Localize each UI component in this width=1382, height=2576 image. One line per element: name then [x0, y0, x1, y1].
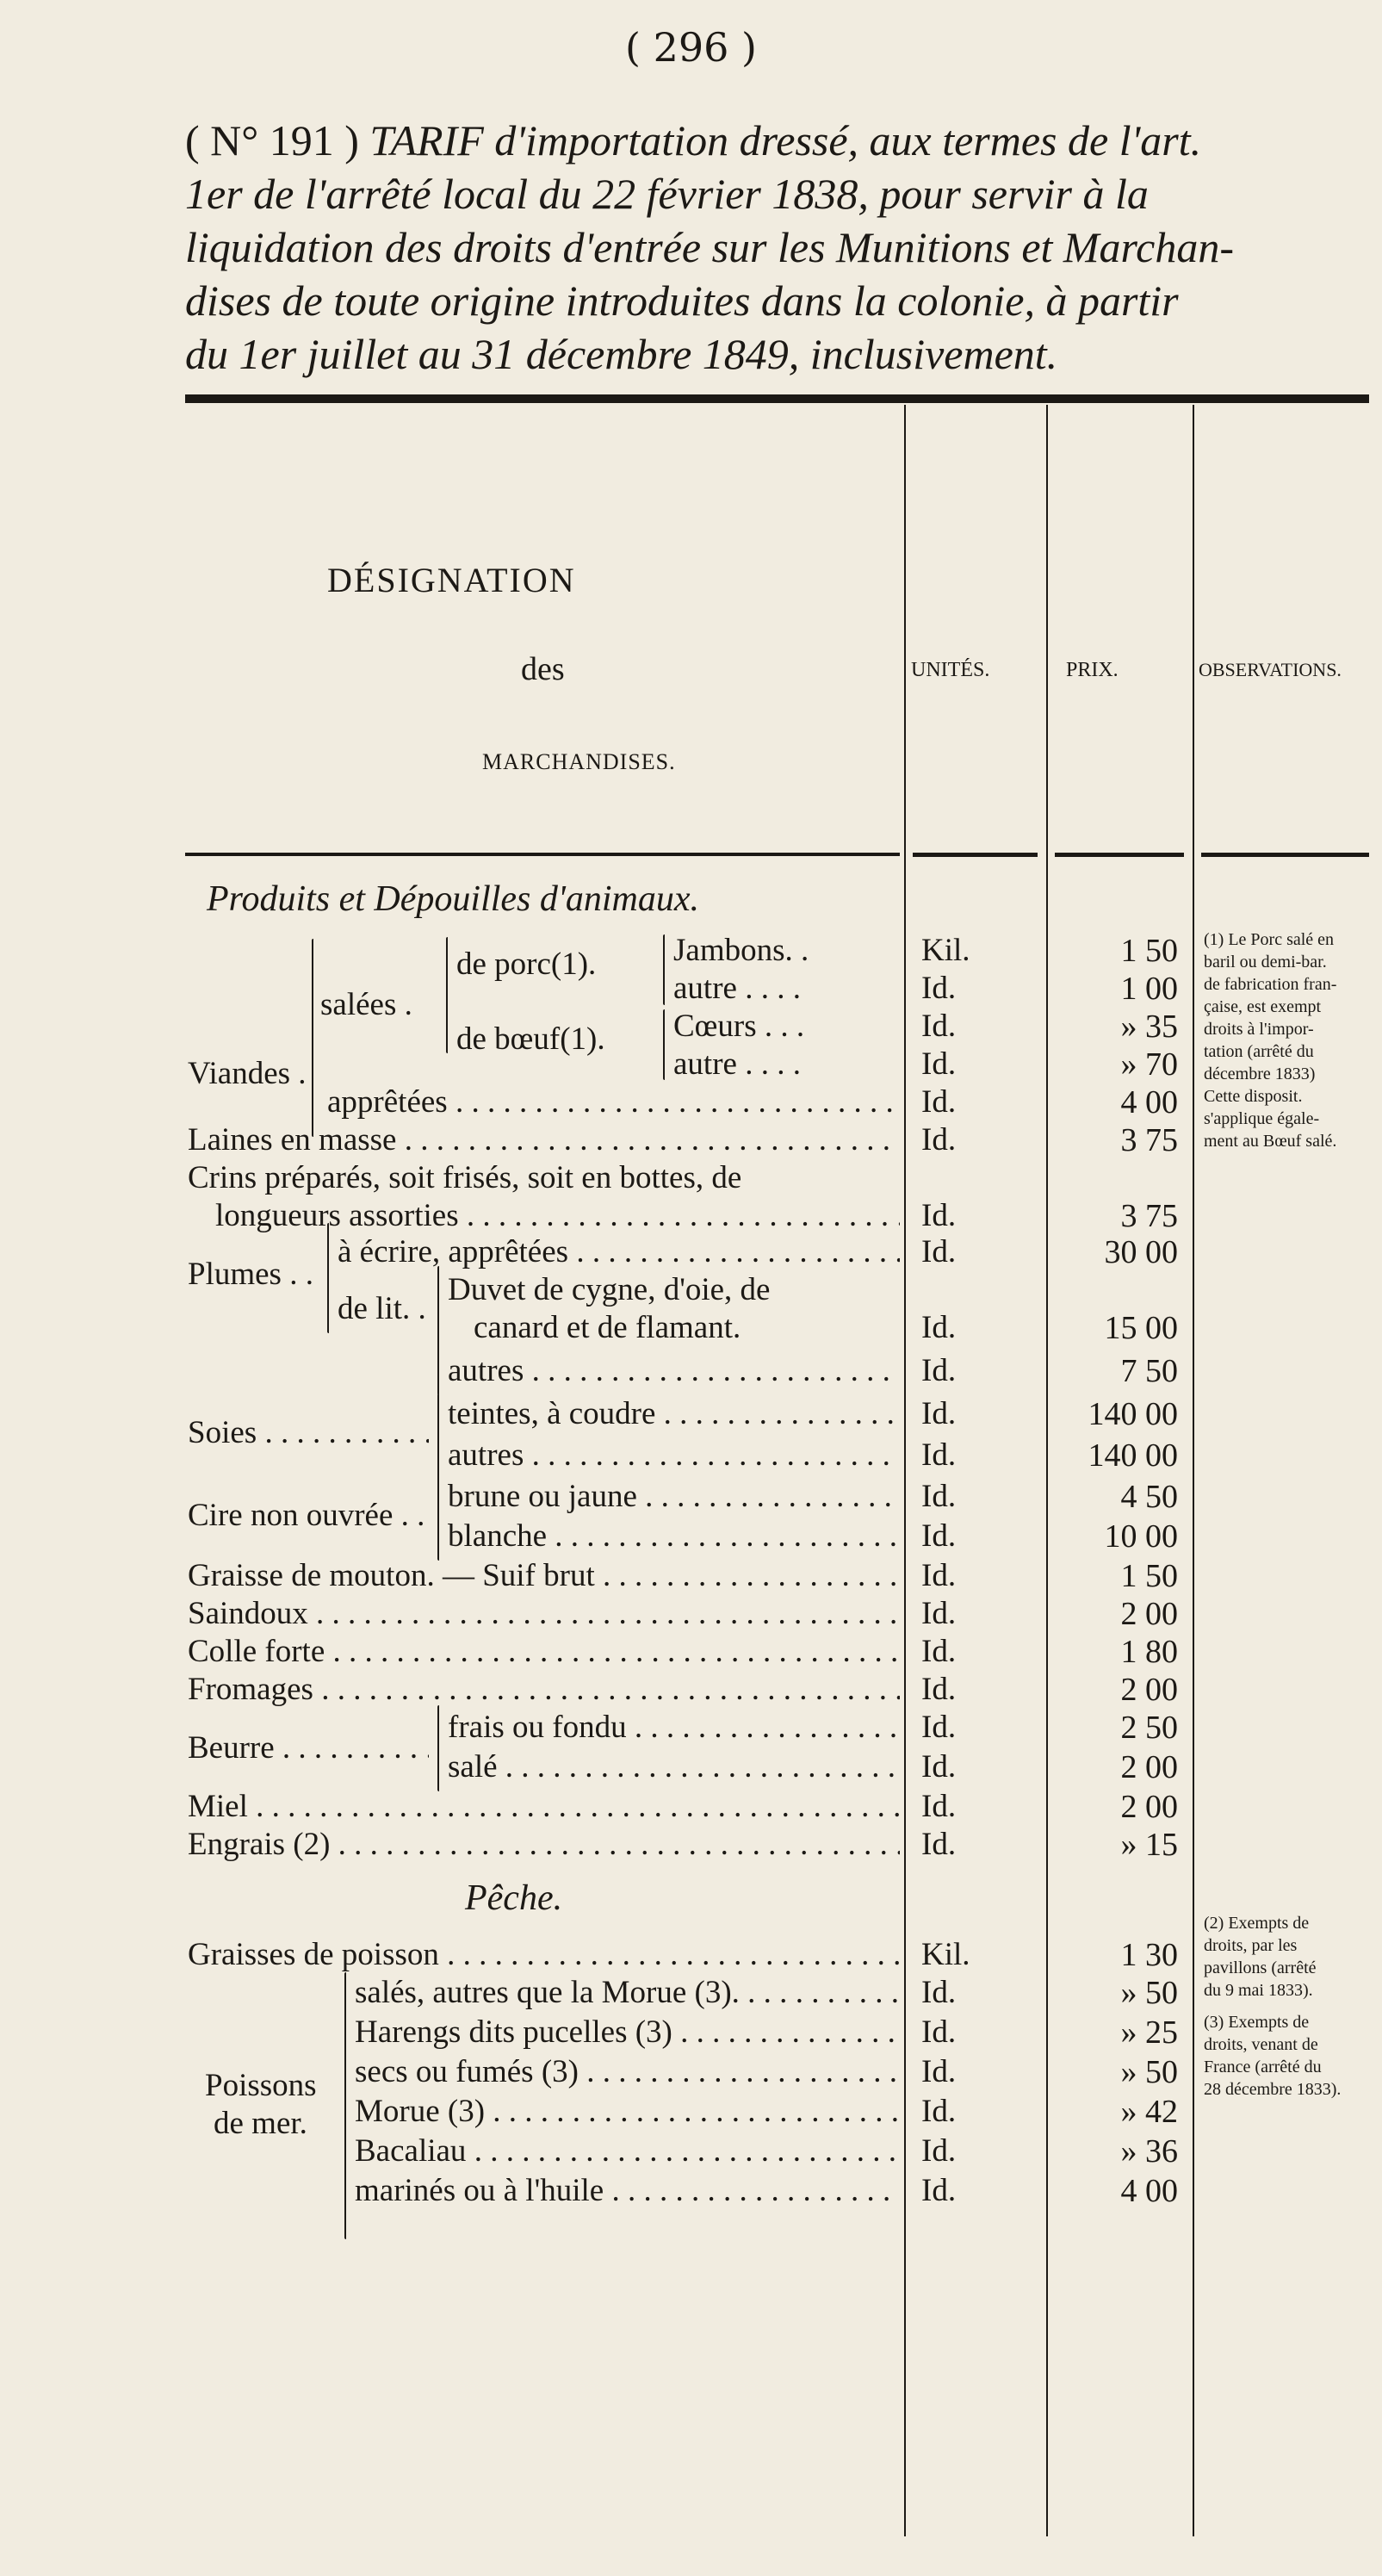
price-cire-blanche: 10 00 [1104, 1518, 1178, 1555]
price-fromages: 2 00 [1120, 1672, 1178, 1708]
price-poissons-sales: » 50 [1120, 1975, 1178, 2011]
row-label-fromages: Fromages . . . [188, 1671, 900, 1709]
observation-line: droits à l'impor- [1204, 1020, 1314, 1039]
section-title-produits: Produits et Dépouilles d'animaux. [207, 879, 700, 919]
row-label-bacaliau: Bacaliau . . . [355, 2132, 900, 2170]
top-rule [185, 394, 1369, 403]
observation-line: droits, venant de [1204, 2035, 1318, 2054]
group-label-beurre: Beurre . . . [188, 1729, 429, 1767]
row-label-beurre-frais: frais ou fondu . . . [448, 1709, 900, 1747]
price-marines: 4 00 [1120, 2173, 1178, 2209]
observation-line: France (arrêté du [1204, 2058, 1322, 2076]
brace-soies [437, 1394, 439, 1480]
group-label-poissons: Poissons [205, 2068, 317, 2103]
column-separator-observations [1193, 405, 1194, 2536]
header-rule-units [913, 853, 1038, 857]
header-rule-price [1055, 853, 1184, 857]
group-label-porc: de porc(1). [456, 947, 597, 982]
price-bacaliau: » 36 [1120, 2133, 1178, 2169]
price-miel: 2 00 [1120, 1789, 1178, 1825]
row-label-morue: Morue (3) . . . [355, 2093, 900, 2131]
brace-cire [437, 1474, 439, 1561]
observation-line: (1) Le Porc salé en [1204, 930, 1335, 949]
unit-engrais: Id. [921, 1827, 957, 1862]
observation-line: tation (arrêté du [1204, 1042, 1314, 1061]
header-designation: DÉSIGNATION [327, 561, 576, 599]
observation-line: 28 décembre 1833). [1204, 2080, 1342, 2099]
row-label-duvet-1: Duvet de cygne, d'oie, de [448, 1272, 771, 1307]
column-separator-price [1046, 405, 1048, 2536]
group-label-demer: de mer. [214, 2106, 307, 2141]
price-crins: 3 75 [1120, 1198, 1178, 1234]
observation-line: décembre 1833) [1204, 1065, 1316, 1083]
price-colle: 1 80 [1120, 1634, 1178, 1670]
observation-line: droits, par les [1204, 1936, 1298, 1955]
price-porc-autre: 1 00 [1120, 971, 1178, 1007]
row-label-cire-blanche: blanche . . . [448, 1518, 900, 1555]
section-title-peche: Pêche. [465, 1878, 563, 1918]
price-plumes-ecrire: 30 00 [1104, 1234, 1178, 1270]
unit-poissons-sales: Id. [921, 1975, 957, 2010]
observation-line: Cette disposit. [1204, 1087, 1303, 1106]
row-label-soies-autres: autres . . . [448, 1437, 900, 1474]
row-label-secs: secs ou fumés (3) . . . [355, 2053, 900, 2091]
title-line-3: liquidation des droits d'entrée sur les Munitions et Marchan- [185, 223, 1234, 271]
unit-plumes-autres: Id. [921, 1353, 957, 1388]
unit-beurre-sale: Id. [921, 1749, 957, 1785]
row-label-graisses-poisson: Graisses de poisson . . . [188, 1936, 900, 1974]
brace-delit [437, 1266, 439, 1395]
price-laines: 3 75 [1120, 1122, 1178, 1158]
unit-beurre-frais: Id. [921, 1710, 957, 1745]
header-unites: UNITÉS. [911, 659, 990, 681]
observation-line: (3) Exempts de [1204, 2013, 1310, 2032]
header-des: des [521, 651, 565, 687]
row-label-crins-2: longueurs assorties . . . [215, 1197, 900, 1235]
price-plumes-autres: 7 50 [1120, 1353, 1178, 1389]
unit-appretees: Id. [921, 1084, 957, 1120]
observation-line: de fabrication fran- [1204, 975, 1337, 994]
row-label-saindoux: Saindoux . . . [188, 1595, 900, 1633]
unit-marines: Id. [921, 2173, 957, 2208]
row-label-soies-teintes: teintes, à coudre . . . [448, 1395, 900, 1433]
row-label-coeurs: Cœurs . . . [673, 1009, 805, 1044]
group-label-soies: Soies . . . [188, 1414, 429, 1452]
observation-note-2 [1204, 1912, 1359, 2002]
column-separator-units [904, 405, 906, 2536]
observation-line: ment au Bœuf salé. [1204, 1132, 1337, 1151]
unit-soies-teintes: Id. [921, 1396, 957, 1431]
group-label-cire: Cire non ouvrée . . [188, 1498, 425, 1533]
brace-viandes [312, 939, 313, 1137]
title-number: ( N° 191 ) [185, 116, 359, 164]
group-label-plumes: Plumes . . [188, 1257, 313, 1292]
title-line-5: du 1er juillet au 31 décembre 1849, inclusivement. [185, 330, 1058, 378]
unit-harengs: Id. [921, 2014, 957, 2050]
header-observations: OBSERVATIONS. [1199, 659, 1342, 680]
brace-poissons [344, 1972, 346, 2239]
observation-note-1 [1204, 928, 1359, 1152]
unit-saindoux: Id. [921, 1596, 957, 1631]
brace-boeuf [663, 1009, 665, 1080]
group-label-delit: de lit. . [338, 1291, 426, 1326]
price-harengs: » 25 [1120, 2014, 1178, 2051]
observation-line: baril ou demi-bar. [1204, 953, 1327, 971]
unit-jambons: Kil. [921, 933, 970, 968]
unit-boeuf-autre: Id. [921, 1046, 957, 1082]
observation-line: çaise, est exempt [1204, 997, 1322, 1016]
observation-note-3 [1204, 2011, 1359, 2101]
header-rule-designation [185, 853, 900, 856]
header-prix: PRIX. [1066, 659, 1119, 681]
price-soies-teintes: 140 00 [1088, 1396, 1178, 1432]
row-label-marines: marinés ou à l'huile . . . [355, 2172, 900, 2210]
row-label-poissons-sales: salés, autres que la Morue (3). . . . . . . [355, 1974, 900, 2012]
price-morue: » 42 [1120, 2094, 1178, 2130]
row-label-beurre-sale: salé . . . [448, 1748, 900, 1786]
row-label-plumes-autres: autres . . . [448, 1352, 900, 1390]
header-marchandises: MARCHANDISES. [482, 749, 676, 774]
price-soies-autres: 140 00 [1088, 1437, 1178, 1474]
row-label-graisse-mouton: Graisse de mouton. — Suif brut . . . [188, 1557, 900, 1595]
row-label-crins-1: Crins préparés, soit frisés, soit en bottes, de [188, 1160, 742, 1195]
unit-crins: Id. [921, 1198, 957, 1233]
unit-plumes-ecrire: Id. [921, 1234, 957, 1269]
page-number: ( 296 ) [625, 24, 757, 71]
observation-line: pavillons (arrêté [1204, 1958, 1317, 1977]
unit-cire-blanche: Id. [921, 1518, 957, 1554]
price-beurre-frais: 2 50 [1120, 1710, 1178, 1746]
title-line-1-text: TARIF d'importation dressé, aux termes de l'art. [369, 116, 1202, 164]
price-appretees: 4 00 [1120, 1084, 1178, 1120]
row-label-miel: Miel . . . [188, 1788, 900, 1826]
unit-morue: Id. [921, 2094, 957, 2129]
tariff-title [185, 114, 1365, 381]
price-coeurs: » 35 [1120, 1009, 1178, 1045]
row-label-jambons: Jambons. . [673, 933, 809, 968]
brace-beurre [437, 1705, 439, 1791]
group-label-salees: salées . [320, 987, 412, 1022]
row-label-plumes-ecrire: à écrire, apprêtées . . . [338, 1233, 900, 1271]
price-jambons: 1 50 [1120, 933, 1178, 969]
brace-plumes [327, 1223, 329, 1333]
unit-fromages: Id. [921, 1672, 957, 1707]
row-label-colle: Colle forte . . . [188, 1633, 900, 1671]
price-duvet: 15 00 [1104, 1310, 1178, 1346]
unit-soies-autres: Id. [921, 1437, 957, 1473]
unit-bacaliau: Id. [921, 2133, 957, 2169]
title-line-2: 1er de l'arrêté local du 22 février 1838, pour servir à la [185, 170, 1149, 218]
row-label-harengs: Harengs dits pucelles (3) . . . [355, 2014, 900, 2051]
unit-laines: Id. [921, 1122, 957, 1158]
group-label-viandes: Viandes . [188, 1056, 307, 1091]
price-beurre-sale: 2 00 [1120, 1749, 1178, 1785]
brace-salees [446, 937, 448, 1053]
unit-miel: Id. [921, 1789, 957, 1824]
row-label-duvet-2: canard et de flamant. [474, 1310, 741, 1345]
brace-porc [663, 934, 665, 1005]
observation-line: du 9 mai 1833). [1204, 1981, 1313, 2000]
price-graisses-poisson: 1 30 [1120, 1937, 1178, 1973]
observation-line: s'applique égale- [1204, 1109, 1320, 1128]
title-line-1 [185, 114, 1365, 167]
price-boeuf-autre: » 70 [1120, 1046, 1178, 1083]
price-saindoux: 2 00 [1120, 1596, 1178, 1632]
price-cire-brune: 4 50 [1120, 1479, 1178, 1515]
unit-porc-autre: Id. [921, 971, 957, 1006]
title-line-4: dises de toute origine introduites dans la colonie, à partir [185, 276, 1179, 325]
observation-line: (2) Exempts de [1204, 1914, 1310, 1933]
row-label-cire-brune: brune ou jaune . . . [448, 1478, 900, 1516]
price-graisse-mouton: 1 50 [1120, 1558, 1178, 1594]
unit-cire-brune: Id. [921, 1479, 957, 1514]
unit-graisse-mouton: Id. [921, 1558, 957, 1593]
row-label-engrais: Engrais (2) . . . [188, 1826, 900, 1864]
header-rule-observations [1201, 853, 1369, 857]
group-label-boeuf: de bœuf(1). [456, 1021, 605, 1057]
row-label-appretees: apprêtées . . . [327, 1083, 900, 1121]
unit-duvet: Id. [921, 1310, 957, 1345]
price-engrais: » 15 [1120, 1827, 1178, 1863]
unit-secs: Id. [921, 2054, 957, 2089]
unit-graisses-poisson: Kil. [921, 1937, 970, 1972]
price-secs: » 50 [1120, 2054, 1178, 2090]
unit-coeurs: Id. [921, 1009, 957, 1044]
row-label-laines: Laines en masse . . . [188, 1121, 900, 1159]
row-label-boeuf-autre: autre . . . . [673, 1046, 801, 1082]
row-label-porc-autre: autre . . . . [673, 971, 801, 1006]
unit-colle: Id. [921, 1634, 957, 1669]
